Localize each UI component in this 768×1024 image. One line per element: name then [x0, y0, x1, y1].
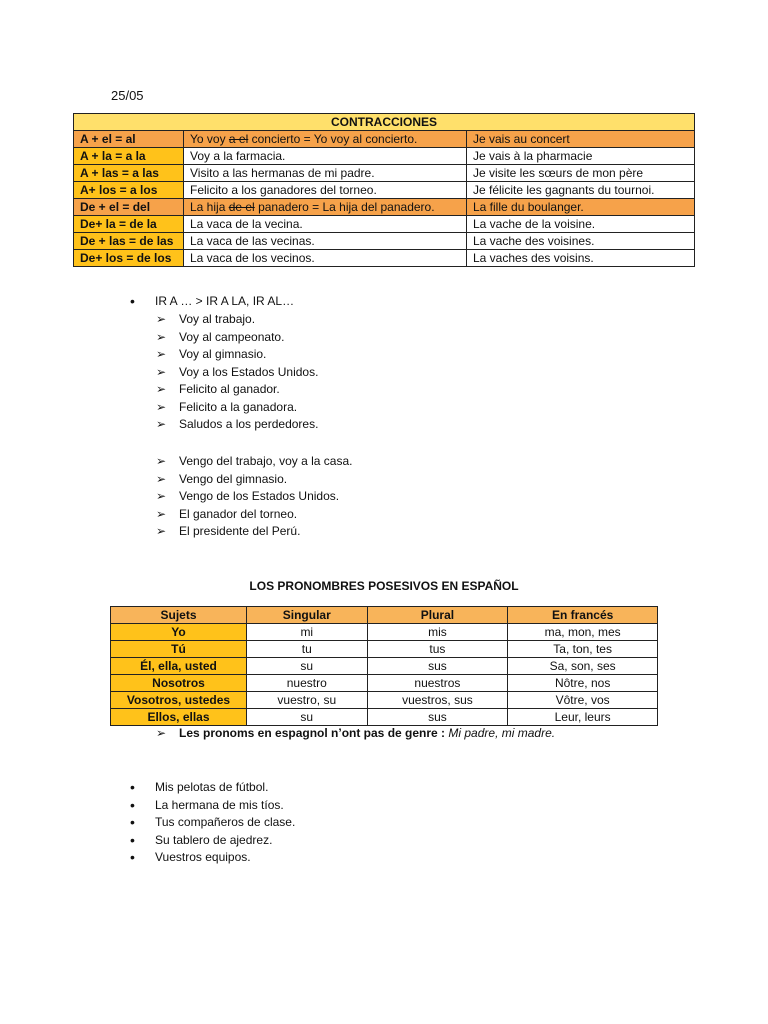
posesivos-row [111, 624, 658, 641]
contraccion-rule: A + las = a las [74, 165, 184, 182]
bullet-icon: • [130, 849, 135, 865]
posesivos-header-cell: Singular [247, 607, 368, 624]
list-item [130, 779, 295, 797]
gender-note-example: Mi padre, mi madre. [448, 726, 556, 740]
contraccion-rule: A + la = a la [74, 148, 184, 165]
contraccion-rule: A+ los = a los [74, 182, 184, 199]
list-item [156, 399, 318, 417]
bullet-icon: • [130, 779, 135, 795]
list-item-text: Saludos a los perdedores. [179, 417, 319, 431]
list-item [156, 506, 352, 524]
contraccion-row [74, 131, 695, 148]
posesivos-cell: Vôtre, vos [508, 692, 658, 709]
posesivos-header-row [111, 607, 658, 624]
list-item [156, 471, 352, 489]
contraccion-row [74, 250, 695, 267]
list-item-text: El ganador del torneo. [179, 506, 298, 521]
posesivos-subject: Él, ella, usted [111, 658, 247, 675]
posesivos-cell: vuestro, su [247, 692, 368, 709]
list-item [156, 453, 352, 471]
contraccion-row [74, 148, 695, 165]
posesivos-subject: Nosotros [111, 675, 247, 692]
contraccion-example-es [184, 131, 467, 148]
posesivos-row [111, 692, 658, 709]
list-item [156, 311, 318, 329]
de-examples-list [156, 453, 352, 541]
bullet-icon: • [130, 831, 135, 848]
posesivos-cell: tu [247, 641, 368, 658]
arrow-icon: ➢ [156, 417, 167, 431]
list-item [156, 523, 352, 541]
posesivos-header-cell: Plural [367, 607, 508, 624]
contraccion-example-fr: La vache des voisines. [467, 233, 695, 250]
bullet-icon: • [130, 796, 135, 813]
example-es-text: Yo voy [190, 132, 229, 146]
contracciones-table [73, 113, 695, 267]
contraccion-example-es [184, 148, 467, 165]
example-es-text: Voy a la farmacia. [190, 149, 286, 163]
list-item [130, 797, 295, 815]
contraccion-example-es [184, 233, 467, 250]
list-item [130, 814, 295, 832]
contraccion-example-es [184, 216, 467, 233]
list-item-text: Tus compañeros de clase. [155, 815, 296, 829]
contraccion-row [74, 199, 695, 216]
gender-note-text: Les pronoms en espagnol n’ont pas de genre : [179, 726, 449, 740]
example-es-text: La vaca de los vecinos. [190, 251, 315, 265]
example-es-strikethrough: de el [228, 200, 255, 214]
list-item [156, 488, 352, 506]
example-es-text: Felicito a los ganadores del torneo. [190, 183, 377, 197]
posesivos-subject: Vosotros, ustedes [111, 692, 247, 709]
contraccion-example-es [184, 199, 467, 216]
ir-examples-list [156, 311, 318, 434]
posesivos-cell: su [247, 709, 368, 726]
posesivos-cell: mi [247, 624, 368, 641]
contraccion-example-es [184, 250, 467, 267]
contraccion-example-fr: La fille du boulanger. [467, 199, 695, 216]
posesivos-row [111, 675, 658, 692]
contraccion-row [74, 165, 695, 182]
example-es-text: La vaca de la vecina. [190, 217, 303, 231]
posesivos-subject: Ellos, ellas [111, 709, 247, 726]
list-item-text: Mis pelotas de fútbol. [155, 780, 269, 794]
list-item-text: Vengo del trabajo, voy a la casa. [179, 454, 353, 468]
list-item [130, 849, 295, 867]
posesivos-title: LOS PRONOMBRES POSESIVOS EN ESPAÑOL [249, 579, 519, 593]
contraccion-example-fr: La vache de la voisine. [467, 216, 695, 233]
list-item-text: Voy al trabajo. [179, 312, 256, 326]
posesivos-header-cell: En francés [508, 607, 658, 624]
example-es-strikethrough: a el [228, 132, 249, 146]
list-item-text: Felicito a la ganadora. [179, 399, 298, 414]
ir-bullet [130, 293, 294, 311]
bullet-icon: • [130, 814, 135, 830]
contraccion-example-fr: La vaches des voisins. [467, 250, 695, 267]
example-es-text: Visito a las hermanas de mi padre. [190, 166, 375, 180]
example-es-text-rest: concierto = Yo voy al concierto. [248, 132, 418, 146]
contraccion-rule: De + el = del [74, 199, 184, 216]
list-item [156, 346, 318, 364]
final-examples-list [130, 779, 295, 867]
contraccion-example-fr: Je vais à la pharmacie [467, 148, 695, 165]
posesivos-cell: mis [367, 624, 508, 641]
arrow-icon: ➢ [156, 524, 167, 538]
contraccion-example-fr: Je visite les sœurs de mon père [467, 165, 695, 182]
contraccion-example-fr: Je vais au concert [467, 131, 695, 148]
posesivos-cell: Leur, leurs [508, 709, 658, 726]
arrow-icon: ➢ [156, 364, 167, 379]
contraccion-row [74, 182, 695, 199]
list-item-text: La hermana de mis tíos. [155, 797, 284, 812]
list-item-text: Vengo de los Estados Unidos. [179, 489, 340, 503]
arrow-icon: ➢ [156, 506, 167, 521]
example-es-text: La hija [190, 200, 229, 214]
contraccion-rule: A + el = al [74, 131, 184, 148]
posesivos-cell: su [247, 658, 368, 675]
posesivos-cell: nuestro [247, 675, 368, 692]
posesivos-cell: vuestros, sus [367, 692, 508, 709]
contraccion-row [74, 233, 695, 250]
posesivos-subject: Yo [111, 624, 247, 641]
arrow-icon: ➢ [156, 454, 167, 468]
arrow-icon: ➢ [156, 399, 167, 414]
arrow-icon: ➢ [156, 382, 167, 396]
list-item [156, 329, 318, 347]
list-item-text: Su tablero de ajedrez. [155, 832, 273, 847]
arrow-icon: ➢ [156, 471, 167, 486]
list-item [130, 832, 295, 850]
list-item [156, 364, 318, 382]
contraccion-rule: De+ los = de los [74, 250, 184, 267]
posesivos-cell: Ta, ton, tes [508, 641, 658, 658]
posesivos-cell: Nôtre, nos [508, 675, 658, 692]
posesivos-cell: Sa, son, ses [508, 658, 658, 675]
arrow-icon: ➢ [156, 329, 167, 344]
bullet-icon: • [130, 293, 135, 309]
posesivos-cell: tus [367, 641, 508, 658]
contraccion-row [74, 216, 695, 233]
posesivos-cell: nuestros [367, 675, 508, 692]
ir-bullet-list [130, 293, 294, 311]
posesivos-subject: Tú [111, 641, 247, 658]
contracciones-title: CONTRACCIONES [74, 114, 695, 131]
posesivos-cell: sus [367, 658, 508, 675]
arrow-icon: ➢ [156, 347, 167, 361]
contraccion-rule: De+ la = de la [74, 216, 184, 233]
contraccion-example-es [184, 182, 467, 199]
ir-bullet-text: IR A … > IR A LA, IR AL… [155, 294, 295, 308]
list-item-text: Vengo del gimnasio. [179, 471, 288, 486]
posesivos-row [111, 641, 658, 658]
arrow-icon: ➢ [156, 312, 167, 326]
list-item-text: Felicito al ganador. [179, 382, 280, 396]
example-es-text: La vaca de las vecinas. [190, 234, 315, 248]
arrow-icon: ➢ [156, 726, 167, 740]
posesivos-cell: sus [367, 709, 508, 726]
posesivos-table [110, 606, 658, 726]
contracciones-title-row [74, 114, 695, 131]
example-es-text-rest: panadero = La hija del panadero. [254, 200, 435, 214]
list-item-text: Vuestros equipos. [155, 850, 251, 864]
list-item-text: Voy al gimnasio. [179, 347, 267, 361]
list-item [156, 416, 318, 434]
arrow-icon: ➢ [156, 489, 167, 503]
contraccion-example-es [184, 165, 467, 182]
posesivos-cell: ma, mon, mes [508, 624, 658, 641]
list-item-text: Voy al campeonato. [179, 329, 285, 344]
list-item-text: El presidente del Perú. [179, 524, 301, 538]
posesivos-header-cell: Sujets [111, 607, 247, 624]
list-item [156, 381, 318, 399]
contraccion-example-fr: Je félicite les gagnants du tournoi. [467, 182, 695, 199]
date: 25/05 [111, 88, 144, 103]
list-item-text: Voy a los Estados Unidos. [179, 364, 319, 379]
posesivos-row [111, 709, 658, 726]
gender-note [156, 725, 555, 742]
contraccion-rule: De + las = de las [74, 233, 184, 250]
posesivos-row [111, 658, 658, 675]
